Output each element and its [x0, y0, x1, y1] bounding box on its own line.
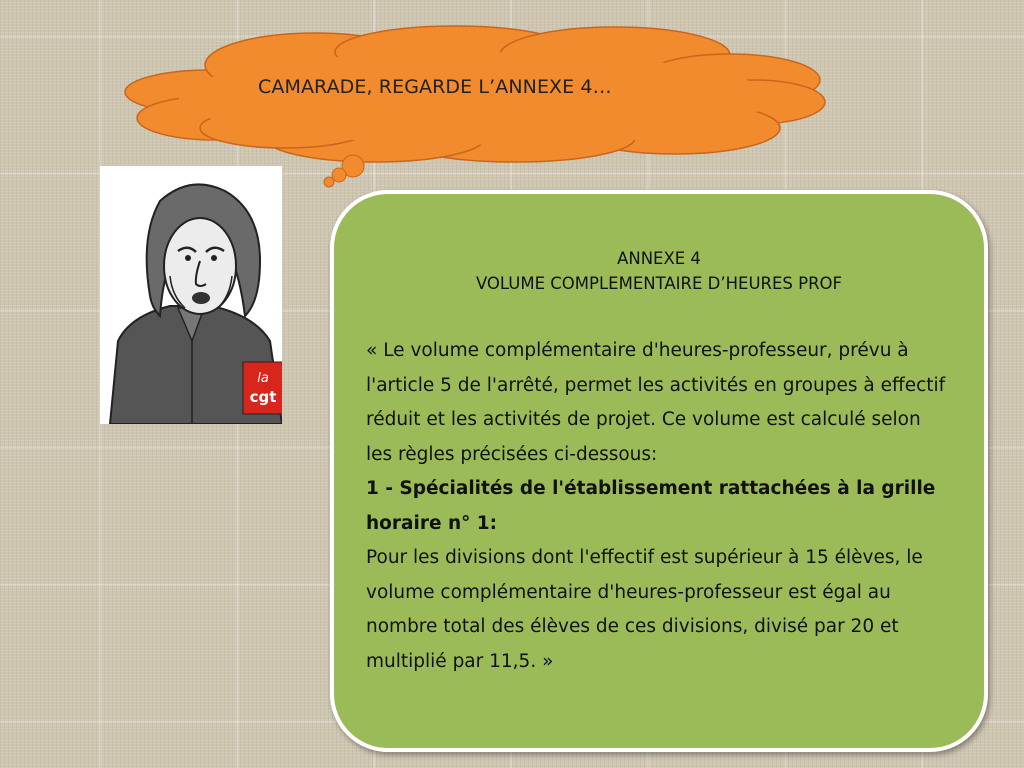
annex-paragraph-2: Pour les divisions dont l'effectif est supérieur à 15 élèves, le volume complémentaire d'heures-professeur est égal au nombre total des élèves de ces divisions, divisé par 20 et multiplié par 11,5. » — [366, 547, 923, 672]
annex-title-line2: VOLUME COMPLEMENTAIRE D’HEURES PROF — [475, 274, 843, 293]
annex-body — [366, 334, 951, 679]
annex-paragraph-1: « Le volume complémentaire d'heures-professeur, prévu à l'article 5 de l'arrêté, permet les activités en groupes à effectif réduit et les activités de projet. Ce volume est calculé selon les règles précisées ci-dessous: — [366, 340, 946, 465]
badge-line2: cgt — [249, 388, 277, 406]
badge-line1: la — [257, 371, 269, 386]
annex-title-line1: ANNEXE 4 — [617, 249, 701, 268]
annex-title — [334, 246, 984, 296]
annex-heading: 1 - Spécialités de l'établissement rattachées à la grille horaire n° 1: — [366, 478, 936, 534]
bubble-text: CAMARADE, REGARDE L’ANNEXE 4… — [258, 76, 612, 98]
annex-panel — [330, 190, 988, 752]
caricature-image — [100, 166, 282, 424]
